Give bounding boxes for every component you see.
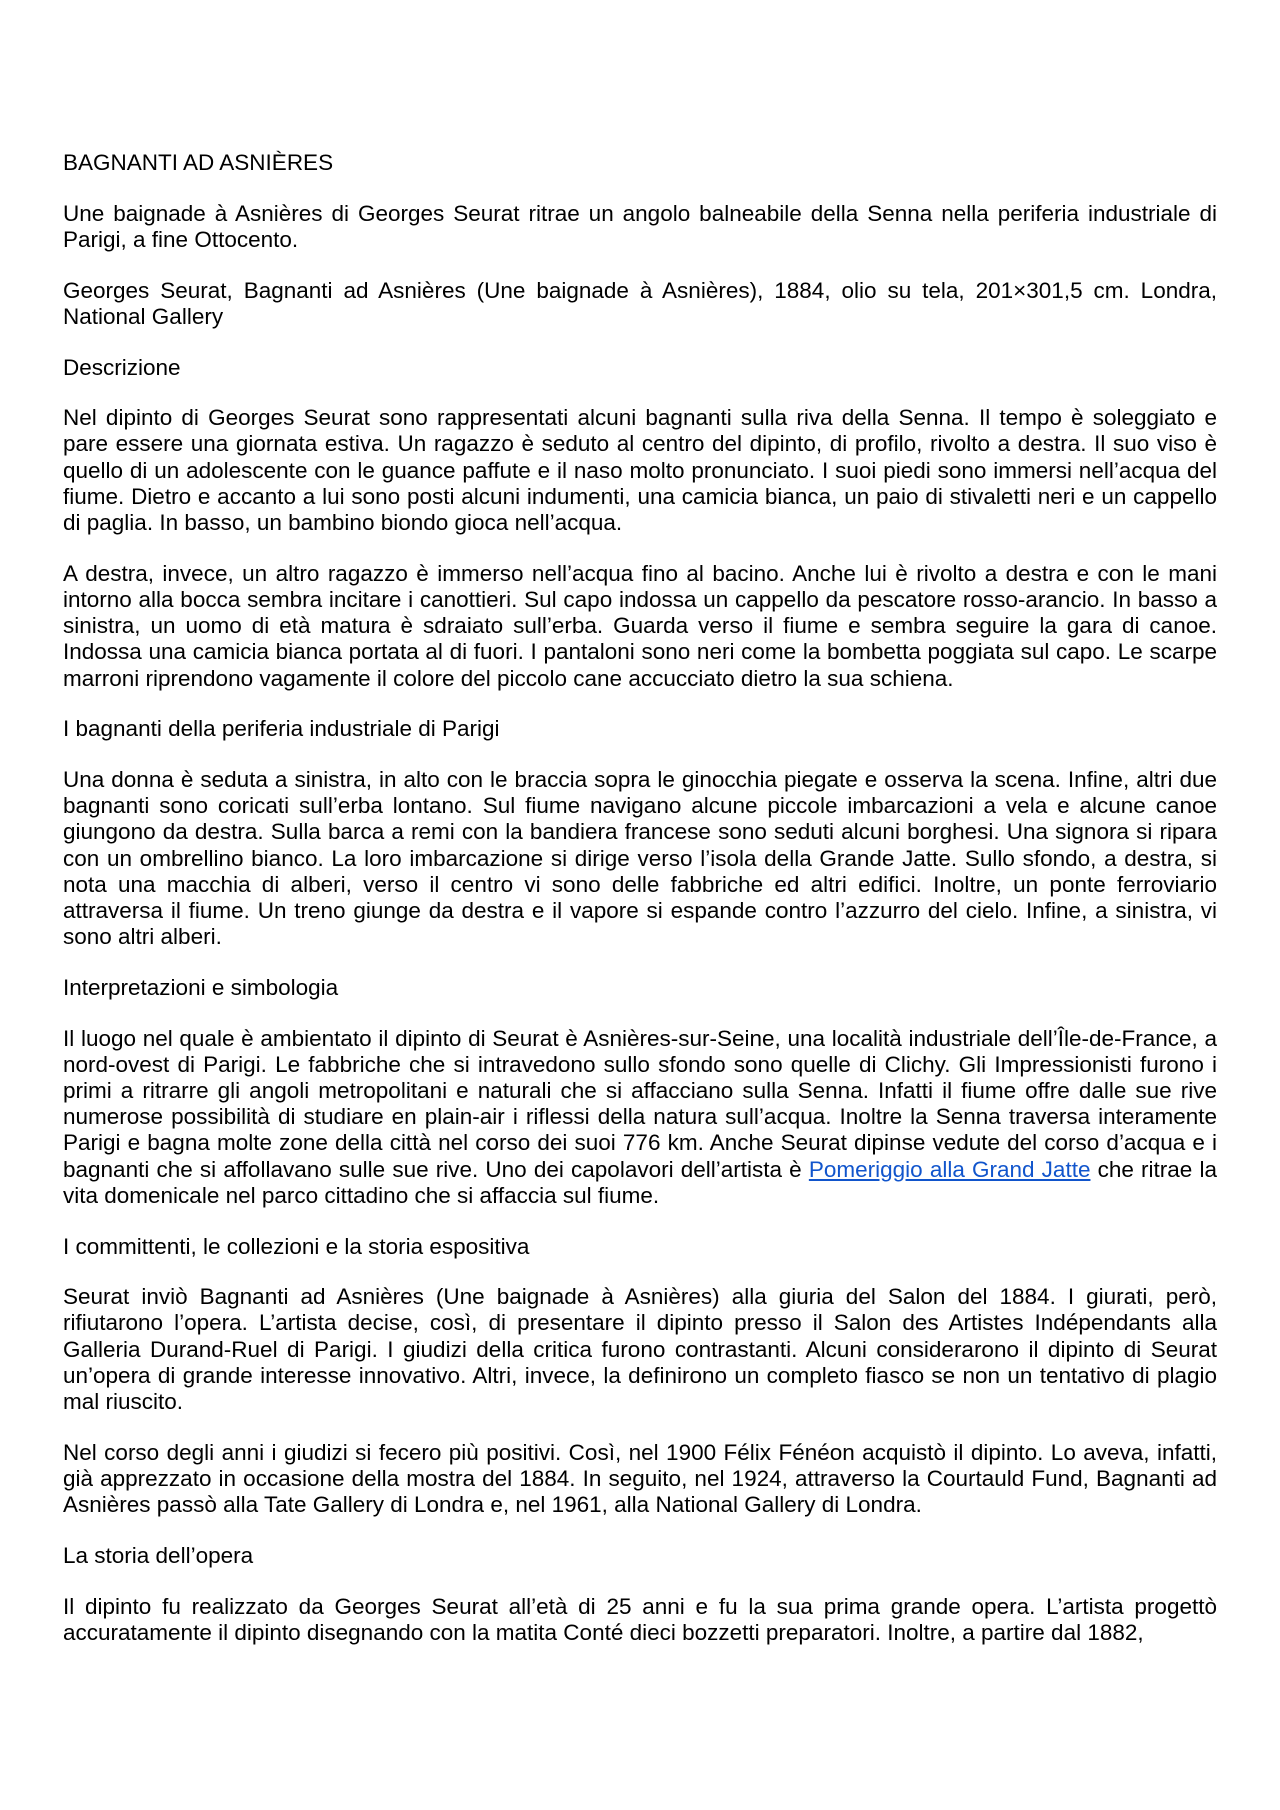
artwork-caption: Georges Seurat, Bagnanti ad Asnières (Une baignade à Asnières), 1884, olio su tela, 201×301,5 cm. Londra, National Gallery: [63, 277, 1217, 329]
descrizione-paragraph-2: A destra, invece, un altro ragazzo è immerso nell’acqua fino al bacino. Anche lui è rivolto a destra e con le mani intorno alla bocca sembra incitare i canottieri. Sul capo indossa un cappello da pescatore rosso-arancio. In basso a sinistra, un uomo di età matura è sdraiato sull’erba. Guarda verso il fiume e sembra seguire la gara di canoe. Indossa una camicia bianca portata al di fuori. I pantaloni sono neri come la bombetta poggiata sul capo. Le scarpe marroni riprendono vagamente il colore del piccolo cane accucciato dietro la sua schiena.: [63, 560, 1217, 691]
interpretazioni-paragraph-1: [63, 1026, 1217, 1209]
descrizione-paragraph-1: Nel dipinto di Georges Seurat sono rappresentati alcuni bagnanti sulla riva della Senna. Il tempo è soleggiato e pare essere una giornata estiva. Un ragazzo è seduto al centro del dipinto, di profilo, rivolto a destra. Il suo viso è quello di un adolescente con le guance paffute e il naso molto pronunciato. I suoi piedi sono immersi nell’acqua del fiume. Dietro e accanto a lui sono posti alcuni indumenti, una camicia bianca, un paio di stivaletti neri e un cappello di paglia. In basso, un bambino biondo gioca nell’acqua.: [63, 405, 1217, 536]
committenti-paragraph-1: Seurat inviò Bagnanti ad Asnières (Une baignade à Asnières) alla giuria del Salon del 1884. I giurati, però, rifiutarono l’opera. L’artista decise, così, di presentare il dipinto presso il Salon des Artistes Indépendants alla Galleria Durand-Ruel di Parigi. I giudizi della critica furono contrastanti. Alcuni considerarono il dipinto di Seurat un’opera di grande interesse innovativo. Altri, invece, la definirono un completo fiasco se non un tentativo di plagio mal riuscito.: [63, 1284, 1217, 1415]
intro-paragraph: Une baignade à Asnières di Georges Seurat ritrae un angolo balneabile della Senna nella periferia industriale di Parigi, a fine Ottocento.: [63, 200, 1217, 252]
bagnanti-paragraph-1: Una donna è seduta a sinistra, in alto con le braccia sopra le ginocchia piegate e osserva la scena. Infine, altri due bagnanti sono coricati sull’erba lontano. Sul fiume navigano alcune piccole imbarcazioni a vela e alcune canoe giungono da destra. Sulla barca a remi con la bandiera francese sono seduti alcuni borghesi. Una signora si ripara con un ombrellino bianco. La loro imbarcazione si dirige verso l’isola della Grande Jatte. Sullo sfondo, a destra, si nota una macchia di alberi, verso il centro vi sono delle fabbriche ed altri edifici. Inoltre, un ponte ferroviario attraversa il fiume. Un treno giunge da destra e il vapore si espande contro l’azzurro del cielo. Infine, a sinistra, vi sono altri alberi.: [63, 766, 1217, 950]
section-heading-descrizione: Descrizione: [63, 354, 181, 380]
grand-jatte-link[interactable]: Pomeriggio alla Grand Jatte: [808, 1156, 1091, 1182]
document-page: [63, 150, 1217, 1670]
storia-paragraph-1: Il dipinto fu realizzato da Georges Seurat all’età di 25 anni e fu la sua prima grande opera. L’artista progettò accuratamente il dipinto disegnando con la matita Conté dieci bozzetti preparatori. Inoltre, a partire dal 1882,: [63, 1593, 1217, 1645]
section-heading-storia: La storia dell’opera: [63, 1542, 254, 1568]
section-heading-committenti: I committenti, le collezioni e la storia espositiva: [63, 1233, 530, 1259]
interpretazioni-text-after-link: che ritrae la vita domenicale nel parco cittadino che si affaccia sul fiume.: [63, 1156, 1217, 1208]
section-heading-bagnanti: I bagnanti della periferia industriale di Parigi: [63, 716, 500, 742]
interpretazioni-text-before-link: Il luogo nel quale è ambientato il dipinto di Seurat è Asnières-sur-Seine, una località industriale dell’Île-de-France, a nord-ovest di Parigi. Le fabbriche che si intravedono sullo sfondo sono quelle di Clichy. Gli Impressionisti furono i primi a ritrarre gli angoli metropolitani e naturali che si affacciano sulla Senna. Infatti il fiume offre dalle sue rive numerose possibilità di studiare en plain-air i riflessi della natura sull’acqua. Inoltre la Senna traversa interamente Parigi e bagna molte zone della città nel corso dei suoi 776 km. Anche Seurat dipinse vedute del corso d’acqua e i bagnanti che si affollavano sulle sue rive. Uno dei capolavori dell’artista è: [63, 1025, 1217, 1182]
section-heading-interpretazioni: Interpretazioni e simbologia: [63, 974, 339, 1000]
document-title: BAGNANTI AD ASNIÈRES: [63, 150, 334, 175]
committenti-paragraph-2: Nel corso degli anni i giudizi si fecero più positivi. Così, nel 1900 Félix Fénéon acquistò il dipinto. Lo aveva, infatti, già apprezzato in occasione della mostra del 1884. In seguito, nel 1924, attraverso la Courtauld Fund, Bagnanti ad Asnières passò alla Tate Gallery di Londra e, nel 1961, alla National Gallery di Londra.: [63, 1439, 1217, 1518]
